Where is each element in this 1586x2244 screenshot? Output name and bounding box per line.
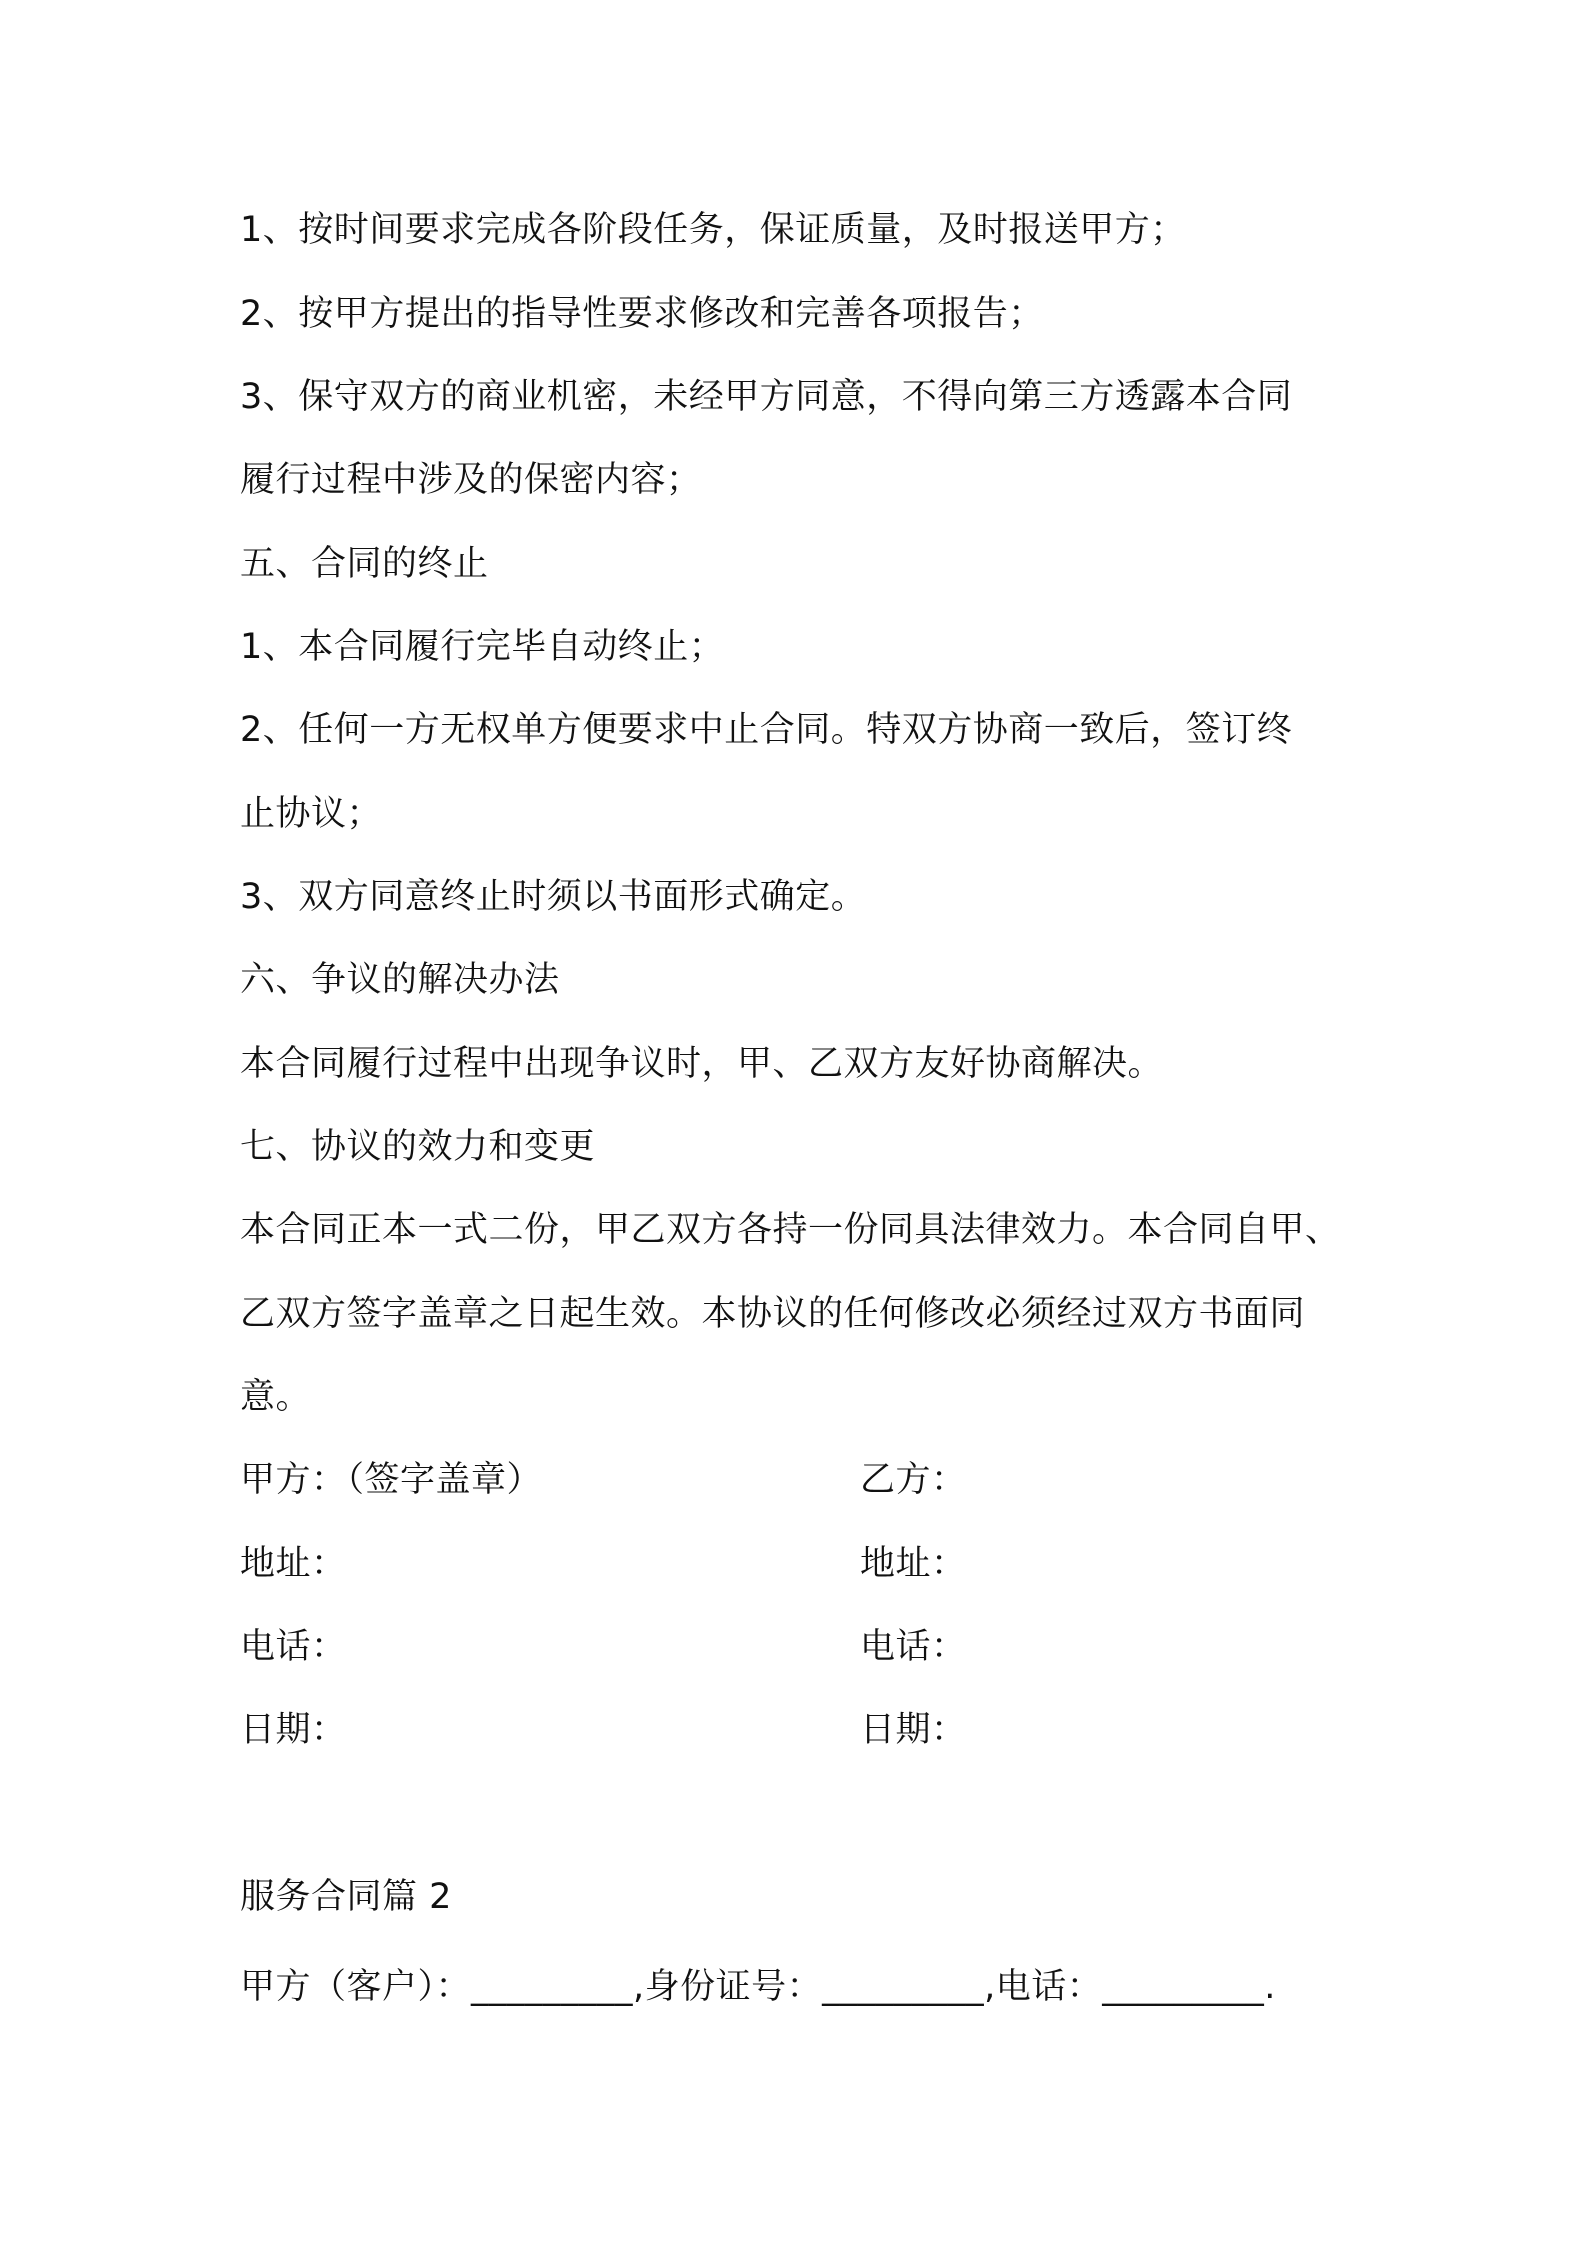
- section-heading-dispute: 六、争议的解决办法: [240, 960, 560, 1000]
- party-b-date-label: 日期：: [860, 1710, 967, 1750]
- termination-clause-2-line-1: 2、任何一方无权单方便要求中止合同。特双方协商一致后，签订终: [240, 710, 1293, 750]
- termination-clause-2-line-2: 止协议；: [240, 794, 383, 834]
- termination-clause-1: 1、本合同履行完毕自动终止；: [240, 627, 725, 667]
- section2-title: 服务合同篇 2: [240, 1877, 452, 1917]
- party-a-date-label: 日期：: [240, 1710, 347, 1750]
- clause-b-3-line-2: 履行过程中涉及的保密内容；: [240, 460, 702, 500]
- clause-b-3-line-1: 3、保守双方的商业机密，未经甲方同意，不得向第三方透露本合同: [240, 377, 1293, 417]
- termination-clause-3: 3、双方同意终止时须以书面形式确定。: [240, 877, 867, 917]
- clause-b-1: 1、按时间要求完成各阶段任务，保证质量，及时报送甲方；: [240, 210, 1186, 250]
- validity-text-line-1: 本合同正本一式二份，甲乙双方各持一份同具法律效力。本合同自甲、: [240, 1210, 1341, 1250]
- party-a-address-label: 地址：: [240, 1544, 347, 1584]
- validity-text-line-2: 乙双方签字盖章之日起生效。本协议的任何修改必须经过双方书面同: [240, 1294, 1306, 1334]
- party-b-phone-label: 电话：: [860, 1627, 967, 1667]
- party-a-phone-label: 电话：: [240, 1627, 347, 1667]
- clause-b-2: 2、按甲方提出的指导性要求修改和完善各项报告；: [240, 294, 1044, 334]
- party-b-label: 乙方：: [860, 1460, 967, 1500]
- party-b-address-label: 地址：: [860, 1544, 967, 1584]
- dispute-text: 本合同履行过程中出现争议时，甲、乙双方友好协商解决。: [240, 1044, 1164, 1084]
- section2-party-line: 甲方（客户）：_________,身份证号：_________,电话：_________.: [240, 1967, 1276, 2007]
- party-a-signature-label: 甲方：（签字盖章）: [240, 1460, 543, 1500]
- validity-text-line-3: 意。: [240, 1377, 312, 1417]
- section-heading-validity: 七、协议的效力和变更: [240, 1127, 596, 1167]
- section-heading-termination: 五、合同的终止: [240, 544, 489, 584]
